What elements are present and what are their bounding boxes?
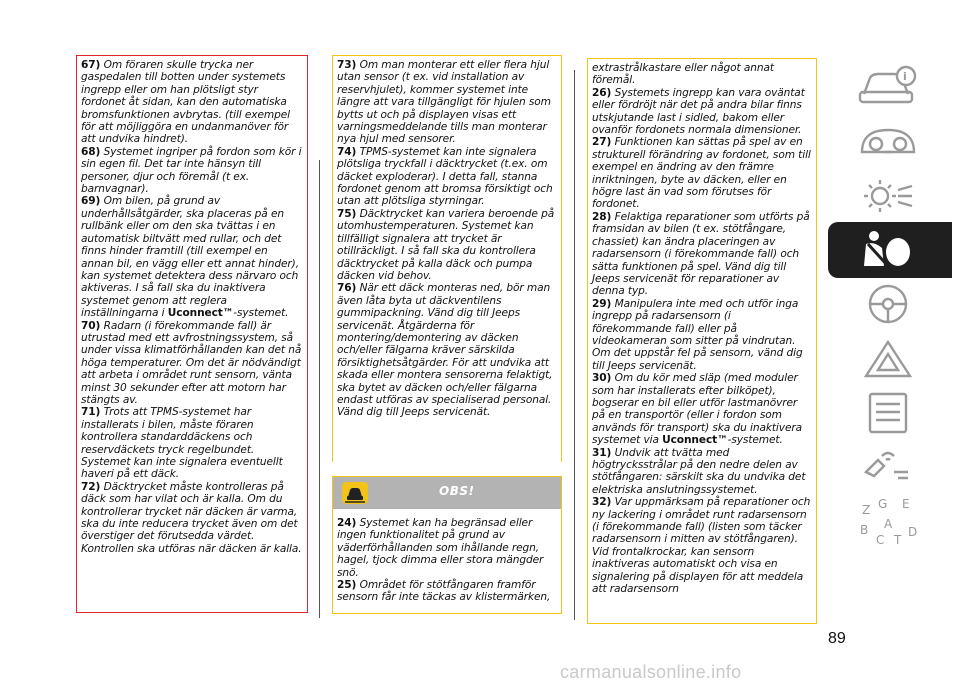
index-letters-icon	[854, 496, 922, 552]
note-number: 73)	[337, 59, 357, 71]
note-paragraph	[337, 517, 557, 579]
note-text: Felaktiga reparationer som utförts på framsidan av bilen (t ex. stötfångare, chassiet) kan ändra placeringen av radarsensorn (i förekommande fall) och sätta funktionen på spel. Vänd dig till Jeeps servicenät för reparationer av denna typ.	[592, 210, 810, 298]
note-text: Däcktrycket kan variera beroende på utomhustemperaturen. Systemet kan tillfälligt signalera att trycket är otillräckligt. I så fall ska du kontrollera däcktrycket på kalla däck och pumpa däcken vid behov.	[337, 207, 555, 282]
tab-car-info[interactable]	[828, 60, 952, 116]
note-text: Undvik att tvätta med högtrycksstrålar på den nedre delen av stötfångaren: särskilt ska du undvika det elektriska anslutningssystemet.	[592, 446, 806, 496]
car-warning-icon	[341, 481, 369, 505]
index-letter: T	[894, 533, 902, 547]
note-number: 29)	[592, 297, 612, 310]
tab-driving[interactable]	[828, 276, 952, 332]
note-paragraph	[337, 579, 557, 604]
note-number: 26)	[592, 86, 612, 99]
tab-lights[interactable]	[828, 168, 952, 224]
note-paragraph	[592, 87, 812, 137]
media-icon	[854, 442, 922, 490]
note-text: Funktionen kan sättas på spel av en strukturell förändring av fordonet, som till exempel en ändring av den främre inriktningen, byte av däcken, eller en högre last än vad som förutses för fordonet.	[592, 136, 811, 211]
index-letter: G	[878, 497, 888, 511]
note-paragraph	[81, 146, 303, 196]
note-paragraph	[592, 447, 812, 497]
note-text: -systemet.	[727, 434, 783, 447]
note-number: 69)	[81, 195, 101, 208]
note-text: -systemet.	[233, 307, 289, 320]
obs-notice-box	[332, 476, 562, 614]
note-paragraph	[81, 320, 303, 407]
note-text: Systemet ingriper på fordon som kör i sin egen fil. Det tar inte hänsyn till personer, djur och föremål (t ex. barnvagnar).	[81, 145, 302, 196]
index-letter: E	[902, 497, 910, 511]
obs-label: OBS!	[439, 484, 475, 498]
note-number: 28)	[592, 210, 612, 223]
note-text: Om man monterar ett eller flera hjul utan sensor (t ex. vid installation av reservhjulet), kommer systemet inte längre att vara tillgängligt för hjulen som bytts ut och på displayen visas ett varningsmeddelande tills man monterar nya hjul med sensorer.	[337, 59, 551, 146]
note-text: Om du kör med släp (med moduler som har installerats efter bilköpet), bogserar en bil eller utför lastmanövrer på en transportör (eller i fordon som används för transport) ska du inaktivera systemet via	[592, 372, 803, 447]
tab-index[interactable]	[828, 492, 952, 548]
tab-safety[interactable]	[828, 222, 952, 278]
note-number: 70)	[81, 319, 101, 332]
notes-column-1	[76, 55, 308, 613]
note-text: Var uppmärksam på reparationer och ny lackering i området runt radarsensorn (i förekommande fall) (listen som täcker radarsensorn i mitten av stötfångaren). Vid frontalkrockar, kan sensorn inaktiveras automatiskt och visa en signalering på displayen för att meddela att radarsensorn	[592, 496, 811, 596]
note-text: Systemet kan ha begränsad eller ingen funktionalitet på grund av väderförhållanden som ihållande regn, hagel, tjock dimma eller stora mängder snö.	[337, 517, 544, 579]
note-paragraph	[592, 136, 812, 210]
service-list-icon	[854, 388, 922, 436]
note-number: 30)	[592, 372, 612, 385]
tab-emergency[interactable]	[828, 330, 952, 386]
tab-media[interactable]	[828, 438, 952, 494]
note-number: 32)	[592, 496, 612, 509]
note-paragraph	[592, 372, 812, 446]
note-number: 24)	[337, 517, 357, 529]
note-number: 25)	[337, 579, 357, 592]
note-text: Området för stötfångaren framför sensorn får inte täckas av klistermärken,	[337, 579, 551, 604]
note-paragraph	[81, 195, 303, 319]
note-text: När ett däck monteras ned, bör man även låta byta ut däckventilens gummipackning. Vänd dig till Jeeps servicenät. Åtgärderna för montering/demontering av däcken och/eller fälgarna kräver särskilda försiktighetsåtgärder. För att undvika att skada eller montera sensorerna felaktigt, ska bytet av däcken och/eller fälgarna endast utföras av specialiserad personal. Vänd dig till Jeeps servicenät.	[337, 282, 553, 419]
index-letter: Z	[862, 503, 871, 517]
notes-column-2	[332, 55, 562, 462]
note-paragraph	[337, 146, 557, 208]
index-letter: D	[908, 525, 918, 539]
notes-column-3	[587, 58, 817, 624]
note-text: TPMS-systemet kan inte signalera plötsliga tryckfall i däcktrycket (t.ex. om däcket exploderar). I detta fall, stanna fordonet genom att bromsa försiktigt och utan att plötsliga styrningar.	[337, 145, 553, 208]
index-letter: C	[876, 533, 885, 547]
note-text: Manipulera inte med och utför inga ingrepp på radarsensorn (i förekommande fall) eller på videokameran som sitter på vindrutan. Om det uppstår fel på sensorn, vänd dig till Jeeps servicenät.	[592, 297, 803, 372]
note-paragraph	[592, 211, 812, 298]
note-paragraph	[337, 59, 557, 146]
column-divider	[319, 160, 320, 618]
note-text: Radarn (i förekommande fall) är utrustad med ett avfrostningssystem, så under vissa klimatförhållanden kan det nå höga temperaturer. Om det är nödvändigt att arbeta i området runt sensorn, vänta minst 30 sekunder efter att motorn har stängts av.	[81, 319, 302, 406]
column-divider	[574, 70, 575, 620]
page-number: 89	[828, 630, 846, 647]
index-letter: A	[884, 517, 893, 531]
index-letter: B	[860, 523, 869, 537]
obs-items	[333, 517, 561, 604]
note-number: 68)	[81, 145, 101, 158]
obs-header	[333, 477, 561, 509]
note-number: 27)	[592, 136, 612, 149]
note-text: Om bilen, på grund av underhållsåtgärder, ska placeras på en rullbänk eller om den ska tvättas i en automatisk biltvätt med rullar, och det finns hinder framtill (till exempel en annan bil, en vägg eller ett annat hinder), kan systemet detektera dess närvaro och aktiveras. I så fall ska du inaktivera systemet genom att reglera inställningarna i	[81, 195, 299, 320]
watermark-text: carmanualsonline.info	[560, 662, 742, 682]
note-paragraph	[81, 59, 303, 146]
note-paragraph	[592, 496, 812, 595]
tab-service[interactable]	[828, 384, 952, 440]
note-text: extrastrålkastare eller något annat föremål.	[592, 62, 774, 87]
note-number: 72)	[81, 480, 101, 493]
safety-airbag-icon	[854, 226, 922, 274]
note-paragraph	[81, 406, 303, 480]
note-paragraph	[81, 481, 303, 555]
note-text: Trots att TPMS-systemet har installerats i bilen, måste föraren kontrollera standarddäckens och reservdäckets tryck regelbundet. Systemet kan inte signalera eventuellt haveri på ett däck.	[81, 406, 283, 481]
note-paragraph	[337, 282, 557, 418]
note-number: 67)	[81, 59, 101, 71]
emergency-triangle-icon	[854, 334, 922, 382]
note-paragraph	[592, 298, 812, 372]
note-text: Om föraren skulle trycka ner gaspedalen till botten under systemets ingrepp eller om han plötsligt styr fordonet åt sidan, kan den automatiska bromsfunktionen avbrytas. (till exempel för att möjliggöra en undanmanöver för att undvika hindret).	[81, 59, 290, 146]
note-number: 74)	[337, 145, 357, 158]
note-paragraph	[592, 62, 812, 87]
note-number: 76)	[337, 282, 357, 295]
note-number: 75)	[337, 207, 357, 220]
note-text: Däcktrycket måste kontrolleras på däck som har vilat och är kalla. Om du kontrollerar trycket när däcken är varma, ska du inte reducera trycket även om det överstiger det förutsedda värdet. Kontrollen ska utföras när däcken är kalla.	[81, 480, 302, 555]
dashboard-icon	[854, 118, 922, 166]
note-text: Systemets ingrepp kan vara oväntat eller fördröjt när det på andra bilar finns utskjutande last i sidled, bakom eller ovanför fordonets normala dimensioner.	[592, 86, 805, 137]
brand-name: Uconnect™	[662, 434, 728, 447]
car-info-icon	[854, 64, 922, 112]
lights-icon	[854, 172, 922, 220]
tab-dashboard[interactable]	[828, 114, 952, 170]
brand-name: Uconnect™	[167, 307, 234, 320]
note-number: 71)	[81, 406, 101, 419]
note-number: 31)	[592, 446, 612, 459]
note-paragraph	[337, 208, 557, 282]
steering-wheel-icon	[854, 280, 922, 328]
svg-text:i: i	[903, 70, 907, 83]
